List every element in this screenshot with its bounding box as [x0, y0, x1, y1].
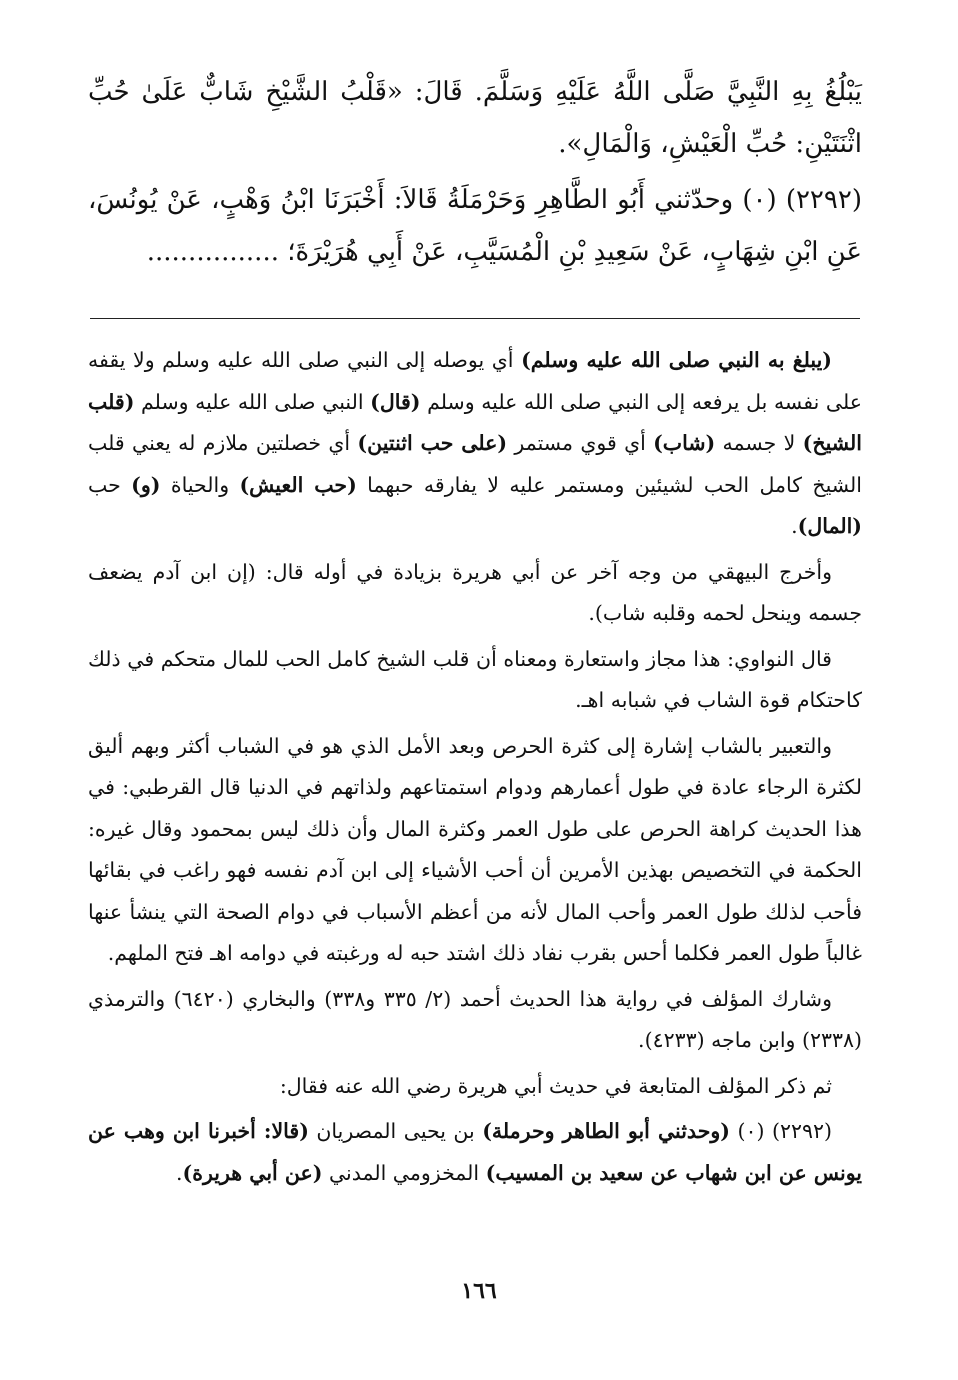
commentary-bold-span: (شاب): [653, 431, 716, 455]
commentary-bold-span: (عن أبي هريرة): [182, 1160, 323, 1185]
footnote-divider: [90, 318, 860, 319]
commentary-bold-span: (قلب الشيخ): [88, 389, 862, 455]
commentary-span: النبي صلى الله عليه وسلم: [134, 389, 371, 414]
commentary-paragraph-6: ثم ذكر المؤلف المتابعة في حديث أبي هريرة رضي الله عنه فقال:: [279, 1073, 832, 1098]
commentary-span: .: [176, 1160, 183, 1185]
commentary-paragraph-3: قال النواوي: هذا مجاز واستعارة ومعناه أن قلب الشيخ كامل الحب للمال متحكم في ذلك كاحتكام قوة الشاب في شبابه اهـ.: [88, 646, 862, 712]
commentary-bold-span: (حب العيش): [239, 472, 357, 497]
commentary-bold-span: (قال): [370, 389, 421, 414]
commentary-span: المخزومي المدني: [322, 1160, 486, 1185]
hadith-text: [88, 66, 862, 278]
commentary-span: أي خصلتين ملازم له يعني قلب الشيخ كامل الحب لشيئين ومستمر عليه لا يفارقه حبهما: [88, 431, 862, 497]
commentary-span: (٢٢٩٢) (٠): [729, 1119, 832, 1143]
commentary-span: والحياة: [160, 472, 240, 497]
commentary-span: أي قوي مستمر: [507, 431, 654, 455]
commentary-paragraph-5: وشارك المؤلف في رواية هذا الحديث أحمد (٢/ ٣٣٥ و٣٣٨) والبخاري (٦٤٢٠) والترمذي (٢٣٣٨) وابن ماجه (٤٢٣٣).: [88, 986, 862, 1052]
commentary-bold-span: (يبلغ به النبي صلى الله عليه وسلم): [521, 348, 833, 372]
commentary-paragraph-4: والتعبير بالشاب إشارة إلى كثرة الحرص وبعد الأمل الذي هو في الشباب أكثر وبهم أليق لكثرة الرجاء عادة في طول أعمارهم ودوام استمتاعهم ولذاتهم في الدنيا قال القرطبي: في هذا الحديث كراهة الحرص على طول العمر وكثرة المال وأن ذلك ليس بمحمود وقال غيره: الحكمة في التخصيص بهذين الأمرين أن أحب الأشياء إلى ابن آدم نفسه فهو راغب في بقائها فأحب لذلك طول العمر وأحب المال لأنه من أعظم الأسباب في دوام الصحة التي ينشأ عنها غالباً طول العمر فكلما أحس بقرب نفاد ذلك اشتد حبه له ورغبته في دوامه اهـ فتح الملهم.: [88, 733, 862, 965]
commentary-block: [88, 340, 862, 1198]
commentary-bold-span: (قالا: أخبرنا ابن وهب عن يونس عن ابن شهاب عن سعيد بن المسيب): [88, 1119, 862, 1185]
commentary-span: .: [791, 514, 798, 538]
commentary-paragraph-7: [88, 1111, 862, 1194]
commentary-bold-span: (على حب اثنتين): [357, 431, 508, 455]
commentary-span: أي يوصله إلى النبي صلى الله عليه وسلم ولا يقفه على نفسه بل يرفعه إلى النبي صلى الله عليه وسلم: [88, 348, 863, 414]
commentary-bold-span: (وحدثني أبو الطاهر وحرملة): [482, 1119, 730, 1143]
commentary-bold-span: (المال): [797, 514, 862, 538]
page-number: ١٦٦: [461, 1278, 497, 1304]
commentary-paragraph-1: [88, 340, 862, 548]
commentary-span: لا جسمه: [715, 431, 803, 455]
commentary-paragraph-2: وأخرج البيهقي من وجه آخر عن أبي هريرة بزيادة في أوله قال: (إن ابن آدم يضعف جسمه وينحل لحمه وقلبه شاب).: [88, 559, 862, 625]
commentary-span: حب: [88, 472, 132, 497]
commentary-bold-span: (و): [131, 472, 161, 497]
commentary-span: بن يحيى المصريان: [308, 1119, 483, 1143]
matn-paragraph-1: يَبْلُغُ بِهِ النَّبِيَّ صَلَّى اللَّهُ عَلَيْهِ وَسَلَّمَ. قَالَ: «قَلْبُ الشَّيْخِ شَابٌّ عَلَىٰ حُبِّ اثْنَتَيْنِ: حُبِّ الْعَيْشِ، وَالْمَالِ».: [88, 77, 862, 159]
matn-paragraph-2: (٢٢٩٢) (٠) وحدّثني أَبُو الطَّاهِرِ وَحَرْمَلَةُ قَالاَ: أَخْبَرَنَا ابْنُ وَهْبٍ، عَنْ يُونُسَ، عَنِ ابْنِ شِهَابٍ، عَنْ سَعِيدِ بْنِ الْمُسَيَّبِ، عَنْ أَبِي هُرَيْرَةَ؛ ................: [88, 185, 862, 267]
